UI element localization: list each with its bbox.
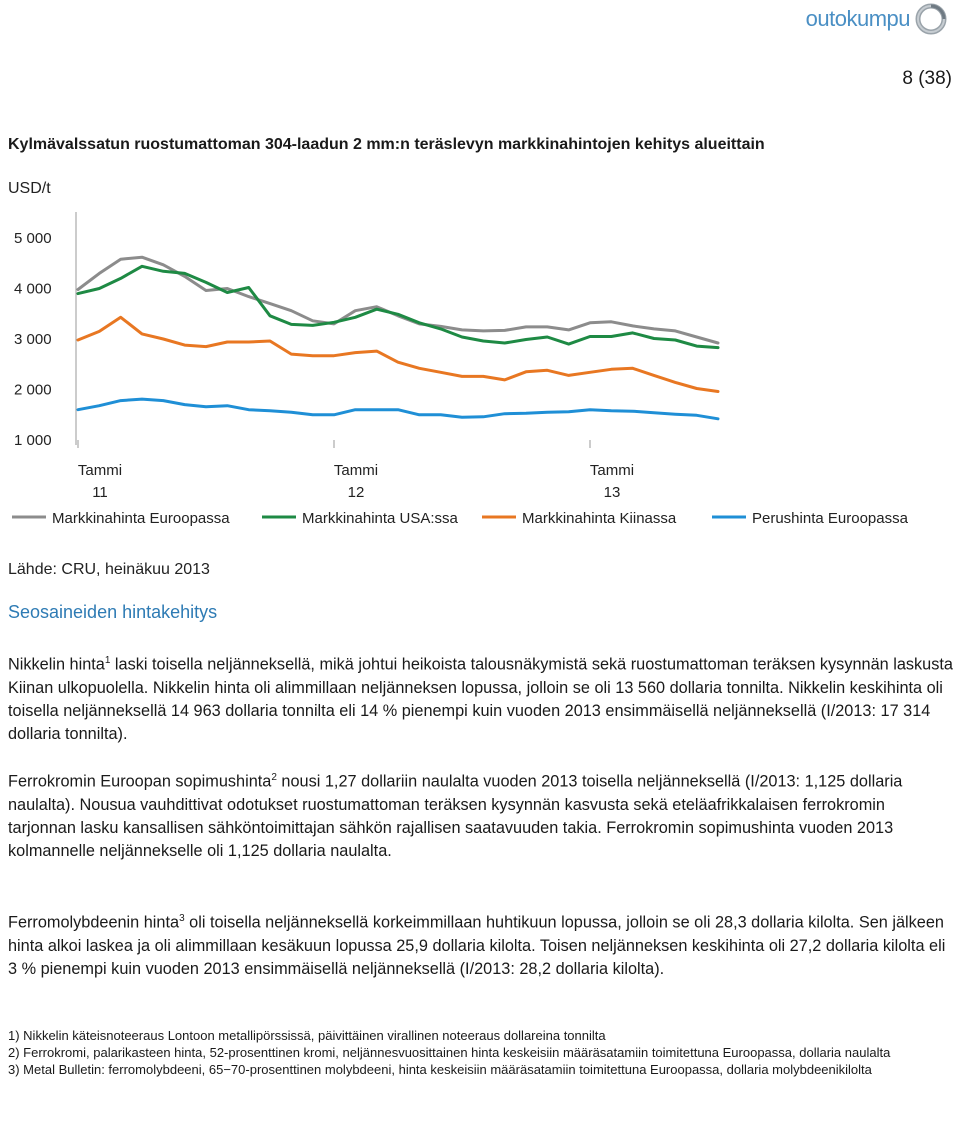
series-line-4	[78, 399, 718, 419]
series-line-2	[78, 266, 718, 347]
logo-ring-icon	[914, 2, 948, 36]
chart-title: Kylmävalssatun ruostumattoman 304-laadun 2 mm:n teräslevyn markkinahintojen kehitys alueittain	[8, 136, 765, 153]
paragraph-ferrochrome: Ferrokromin Euroopan sopimushinta$^2$ nousi 1,27 dollariin naulalta vuoden 2013 toisella neljänneksellä (I/2013: 1,125 dollaria naulalta). Nousua vauhdittivat odotukset ruostumattoman teräksen kysynnän kasvusta sekä eteläafrikkalaisen ferrokromin tarjonnan lasku kansallisen sähköntoimittajan sähkön rajallisen saatavuuden takia. Ferrokromin sopimushinta vuoden 2013 kolmannelle neljännekselle oli 1,125 dollaria naulalta.	[8, 772, 903, 861]
x-tick-label: 12	[347, 484, 365, 501]
y-tick-label: 1 000	[14, 432, 52, 449]
y-tick-label: 4 000	[14, 280, 52, 298]
paragraph-nickel: Nikkelin hinta$^1$ laski toisella neljänneksellä, mikä johtui heikoista talousnäkymistä sekä ruostumattoman teräksen kysynnän laskusta Kiinan ulkopuolella. Nikkelin hinta oli alimmillaan neljänneksen lopussa, jolloin se oli 13 560 dollaria tonnilta. Nikkelin keskihinta oli toisella neljänneksellä 14 963 dollaria tonnilta eli 14 % pienempi kuin vuoden 2013 ensimmäisellä neljänneksellä (I/2013: 17 314 dollaria tonnilta).	[8, 655, 953, 744]
price-line-chart	[0, 200, 960, 535]
x-tick-label: Tammi	[333, 462, 379, 479]
outokumpu-logo	[806, 2, 948, 36]
section-title: Seosaineiden hintakehitys	[8, 602, 218, 622]
chart-series-lines	[78, 257, 718, 419]
series-line-3	[78, 317, 718, 391]
logo-text: outokumpu	[805, 6, 910, 31]
legend-label: Markkinahinta USA:ssa	[302, 510, 458, 527]
y-tick-label: 3 000	[14, 331, 52, 348]
x-tick-label: 11	[92, 484, 108, 501]
y-tick-label: 2 000	[14, 381, 52, 399]
footnote-2: 2) Ferrokromi, palarikasteen hinta, 52-prosenttinen kromi, neljännesvuosittainen hinta keskeisiin määräsatamiin toimitettuna Euroopassa, dollaria naulalta	[8, 1044, 891, 1060]
x-tick-label: Tammi	[77, 462, 123, 479]
legend-label: Perushinta Euroopassa	[752, 510, 908, 527]
series-line-1	[78, 257, 718, 343]
chart-legend	[12, 510, 909, 527]
page-number: 8 (38)	[902, 68, 952, 89]
footnotes	[8, 1028, 953, 1078]
y-tick-label: 5 000	[14, 230, 52, 247]
chart-unit-label: USD/t	[8, 180, 51, 197]
footnote-3: 3) Metal Bulletin: ferromolybdeeni, 65−70-prosenttinen molybdeeni, hinta keskeisiin määräsatamiin toimitettuna Euroopassa, dollaria molybdeenikilolta	[8, 1061, 872, 1077]
chart-source: Lähde: CRU, heinäkuu 2013	[8, 561, 210, 578]
x-tick-label: 13	[603, 484, 621, 501]
x-tick-label: Tammi	[589, 462, 635, 479]
legend-label: Markkinahinta Kiinassa	[522, 510, 677, 527]
legend-label: Markkinahinta Euroopassa	[52, 510, 230, 527]
paragraph-ferromolybdenum: Ferromolybdeenin hinta$^3$ oli toisella neljänneksellä korkeimmillaan huhtikuun lopussa, jolloin se oli 28,3 dollaria kilolta. Sen jälkeen hinta alkoi laskea ja oli alimmillaan kesäkuun lopussa 25,9 dollaria kilolta. Toisen neljänneksen keskihinta oli 27,2 dollaria kilolta eli 3 % pienempi kuin vuoden 2013 ensimmäisellä neljänneksellä (I/2013: 28,2 dollaria kilolta).	[8, 913, 946, 978]
footnote-1: 1) Nikkelin käteisnoteeraus Lontoon metallipörssissä, päivittäinen virallinen noteeraus dollareina tonnilta	[8, 1028, 606, 1043]
